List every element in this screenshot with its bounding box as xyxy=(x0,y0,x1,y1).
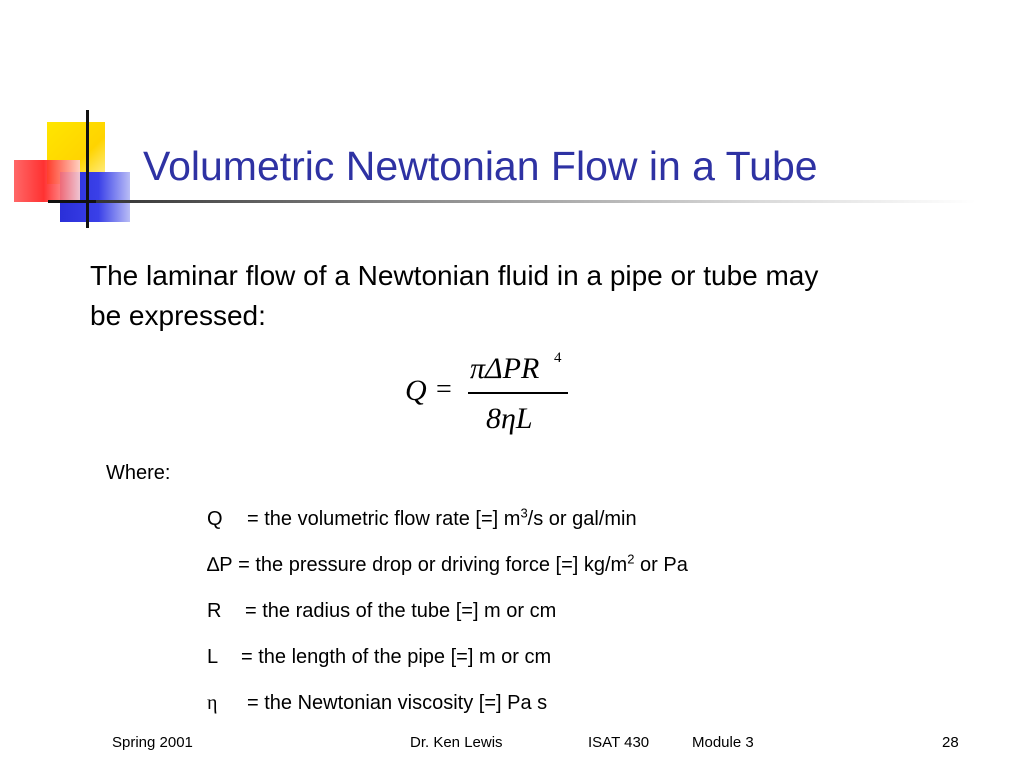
footer-course: ISAT 430 xyxy=(588,734,650,751)
equation-lhs: Q xyxy=(405,374,427,407)
definition-r xyxy=(207,600,556,623)
definition-symbol: ∆P xyxy=(207,554,233,576)
definition-text: = the volumetric flow rate [=] m xyxy=(247,508,521,530)
definition-text-after: or Pa xyxy=(634,554,688,576)
logo-vertical-line xyxy=(86,110,89,228)
definition-delta-p xyxy=(207,551,688,577)
definition-l xyxy=(207,646,551,669)
red-square xyxy=(14,160,80,202)
definition-text: = the length of the pipe [=] m or cm xyxy=(241,646,552,668)
definition-symbol: Q xyxy=(207,508,223,530)
definition-superscript: 3 xyxy=(520,505,528,521)
equation-numerator: πΔPR xyxy=(470,352,540,385)
definition-symbol: η xyxy=(207,692,218,714)
definition-superscript: 2 xyxy=(627,551,635,567)
definition-text: = the pressure drop or driving force [=] kg/m xyxy=(238,554,628,576)
where-label: Where: xyxy=(106,462,171,484)
definition-text: = the radius of the tube [=] m or cm xyxy=(245,600,557,622)
flow-equation xyxy=(400,352,580,442)
title-underline xyxy=(96,200,976,203)
footer-date: Spring 2001 xyxy=(112,734,193,751)
definition-symbol: L xyxy=(207,646,219,668)
decorative-logo xyxy=(0,0,160,240)
footer-module: Module 3 xyxy=(692,734,754,751)
fraction-bar xyxy=(468,392,568,394)
definition-text: = the Newtonian viscosity [=] Pa s xyxy=(247,692,548,714)
footer-author: Dr. Ken Lewis xyxy=(410,734,503,751)
definition-eta xyxy=(207,692,547,715)
definition-q xyxy=(207,505,637,531)
intro-text: The laminar flow of a Newtonian fluid in a pipe or tube may be expressed: xyxy=(90,260,819,331)
equation-equals: = xyxy=(436,374,452,405)
equation-exponent: 4 xyxy=(554,350,562,366)
slide-title: Volumetric Newtonian Flow in a Tube xyxy=(143,143,818,189)
definition-text-after: /s or gal/min xyxy=(527,508,637,530)
equation-denominator: 8ηL xyxy=(486,402,533,435)
definition-symbol: R xyxy=(207,600,222,622)
footer-page-number: 28 xyxy=(942,734,959,751)
